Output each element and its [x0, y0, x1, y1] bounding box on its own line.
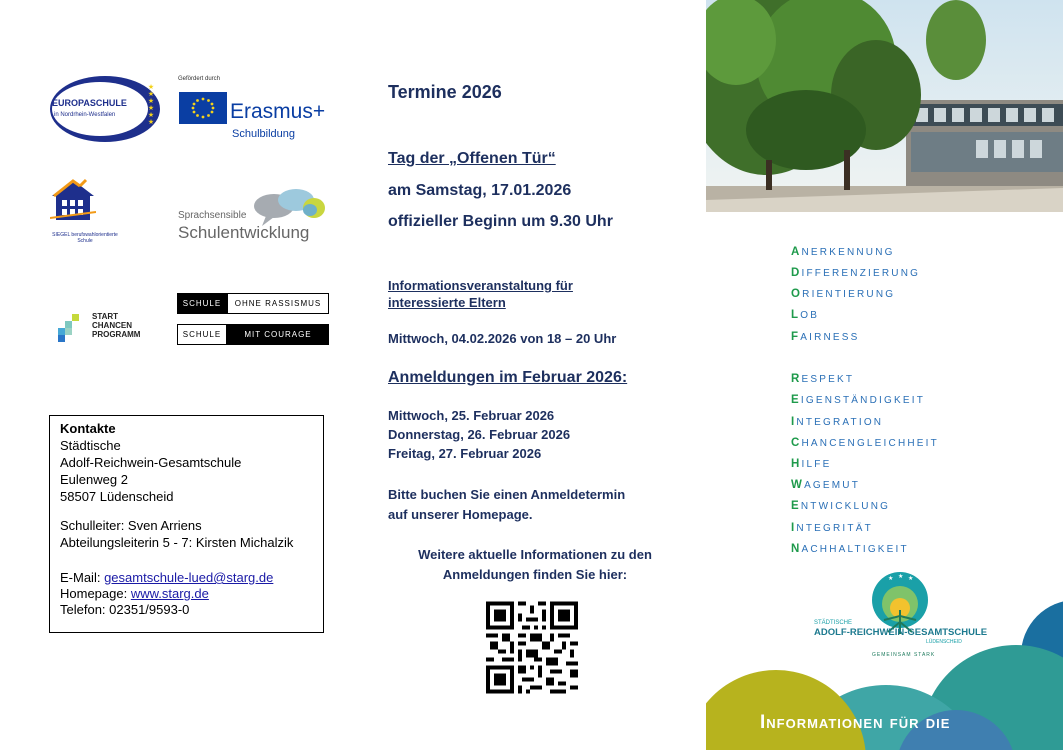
more-info-line1: Weitere aktuelle Informationen zu den: [418, 547, 652, 562]
email-link[interactable]: gesamtschule-lued@starg.de: [104, 570, 274, 585]
sor-cell-b2: MIT COURAGE: [227, 324, 329, 345]
value-adolf-5-rest: AIRNESS: [800, 332, 860, 343]
school-logo-line1: STÄDTISCHE: [814, 620, 853, 626]
value-adolf-2: [791, 267, 920, 279]
value-reichwein-6: [791, 479, 860, 491]
value-reichwein-6-first: W: [791, 479, 805, 491]
value-adolf-3-first: O: [791, 288, 803, 300]
value-reichwein-4: [791, 437, 939, 449]
value-adolf-1-first: A: [791, 246, 802, 258]
value-reichwein-1-first: R: [791, 373, 802, 385]
contact-leader: Schulleiter: Sven Arriens: [60, 518, 202, 533]
value-reichwein-8: [791, 522, 873, 534]
open-day-date: am Samstag, 17.01.2026: [388, 182, 572, 199]
school-logo-line2: ADOLF-REICHWEIN-GESAMTSCHULE: [814, 627, 988, 638]
startchancen-line3: PROGRAMM: [92, 330, 141, 339]
value-reichwein-7: [791, 500, 890, 512]
email-label: E-Mail:: [60, 570, 105, 585]
siegel-house-icon: [50, 178, 96, 222]
value-reichwein-9: [791, 543, 909, 555]
contact-dept: Abteilungsleiterin 5 - 7: Kirsten Michalzik: [60, 535, 294, 550]
value-reichwein-1-rest: ESPEKT: [801, 374, 855, 385]
svg-text:★: ★: [908, 576, 914, 582]
sprachsensible-line2: Schulentwicklung: [178, 223, 310, 242]
value-adolf-4: [791, 309, 819, 321]
value-adolf-2-first: D: [791, 267, 802, 279]
europaschule-logo: [50, 76, 160, 142]
registration-date-2: Donnerstag, 26. Februar 2026: [388, 427, 571, 442]
eu-flag-icon: [179, 92, 227, 124]
sor-cell-a1: SCHULE: [177, 293, 227, 314]
registration-date-1: Mittwoch, 25. Februar 2026: [388, 408, 555, 423]
svg-text:★: ★: [898, 574, 904, 580]
value-reichwein-8-first: I: [791, 522, 797, 534]
startchancen-text: [92, 312, 140, 339]
value-reichwein-9-rest: ACHHALTIGKEIT: [801, 544, 909, 555]
contact-heading: Kontakte: [60, 421, 116, 436]
sor-cell-a2: OHNE RASSISMUS: [227, 293, 329, 314]
termine-title: Termine 2026: [388, 82, 502, 102]
homepage-link[interactable]: www.starg.de: [130, 586, 209, 601]
info-title-2: interessierte Eltern: [388, 295, 506, 310]
value-reichwein-4-rest: HANCENGLEICHHEIT: [801, 438, 939, 449]
value-reichwein-3-rest: NTEGRATION: [796, 417, 884, 428]
school-building-photo: [706, 0, 1063, 212]
value-adolf-4-first: L: [791, 309, 801, 321]
value-adolf-3-rest: RIENTIERUNG: [802, 289, 896, 300]
value-adolf-2-rest: IFFERENZIERUNG: [801, 268, 921, 279]
value-reichwein-9-first: N: [791, 543, 802, 555]
value-reichwein-1: [791, 373, 854, 385]
contact-phone: Telefon: 02351/9593-0: [60, 602, 190, 617]
contact-line2: Adolf-Reichwein-Gesamtschule: [60, 455, 242, 470]
sor-cell-b1: SCHULE: [177, 324, 227, 345]
sor-smc-logo: [177, 293, 329, 345]
contact-line3: Eulenweg 2: [60, 472, 128, 487]
value-reichwein-4-first: C: [791, 437, 802, 449]
value-reichwein-2-rest: IGENSTÄNDIGKEIT: [800, 395, 925, 406]
registration-date-3: Freitag, 27. Februar 2026: [388, 446, 542, 461]
value-reichwein-8-rest: NTEGRITÄT: [796, 523, 873, 534]
value-adolf-1-rest: NERKENNUNG: [801, 247, 895, 258]
contact-homepage-row: [60, 586, 209, 602]
value-reichwein-7-rest: NTWICKLUNG: [800, 501, 891, 512]
value-reichwein-2-first: E: [791, 394, 801, 406]
erasmus-funded-label: Gefördert durch: [178, 76, 221, 82]
value-reichwein-5-first: H: [791, 458, 802, 470]
europaschule-title: EUROPASCHULE: [52, 98, 127, 108]
value-adolf-3: [791, 288, 895, 300]
info-date: Mittwoch, 04.02.2026 von 18 – 20 Uhr: [388, 331, 617, 346]
contact-email-row: [60, 570, 273, 586]
value-adolf-5-first: F: [791, 331, 801, 343]
more-info-line2: Anmeldungen finden Sie hier:: [442, 567, 628, 582]
contact-line1: Städtische: [60, 438, 121, 453]
booking-line2: auf unserer Homepage.: [388, 507, 533, 522]
erasmus-name: Erasmus+: [230, 100, 326, 123]
info-title-1: Informationsveranstaltung für: [388, 278, 573, 293]
value-adolf-1: [791, 246, 895, 258]
startchancen-squares-icon: [56, 312, 86, 342]
value-adolf-5: [791, 331, 860, 343]
contact-box: [49, 415, 324, 633]
startchancen-line2: CHANCEN: [92, 321, 132, 330]
contact-line4: 58507 Lüdenscheid: [60, 489, 174, 504]
value-reichwein-6-rest: AGEMUT: [804, 480, 861, 491]
footer-title: Informationen für die: [760, 712, 951, 733]
europaschule-subtitle: in Nordrhein-Westfalen: [54, 112, 116, 118]
value-reichwein-7-first: E: [791, 500, 801, 512]
school-logo-line3: LÜDENSCHEID: [926, 639, 962, 645]
value-reichwein-5: [791, 458, 831, 470]
booking-line1: Bitte buchen Sie einen Anmeldetermin: [388, 487, 626, 502]
value-reichwein-2: [791, 394, 925, 406]
erasmus-sub: Schulbildung: [232, 128, 295, 140]
registration-title: Anmeldungen im Februar 2026:: [388, 369, 628, 386]
sprachsensible-line1: Sprachsensible: [178, 210, 247, 221]
open-day-start: offizieller Beginn um 9.30 Uhr: [388, 213, 613, 230]
startchancen-line1: START: [92, 312, 119, 321]
svg-text:★: ★: [888, 576, 894, 582]
siegel-text: SIEGEL berufswahlorientierte Schule: [52, 232, 118, 244]
value-reichwein-3-first: I: [791, 416, 797, 428]
value-adolf-4-rest: OB: [800, 310, 820, 321]
qr-code[interactable]: [486, 601, 578, 694]
value-reichwein-3: [791, 416, 883, 428]
value-reichwein-5-rest: ILFE: [801, 459, 832, 470]
school-logo-motto: GEMEINSAM STARK: [872, 652, 936, 658]
open-day-title: Tag der „Offenen Tür“: [388, 150, 556, 167]
eu-stars-icon: ★ ★ ★ ★ ★ ★: [147, 84, 155, 126]
homepage-label: Homepage:: [60, 586, 131, 601]
